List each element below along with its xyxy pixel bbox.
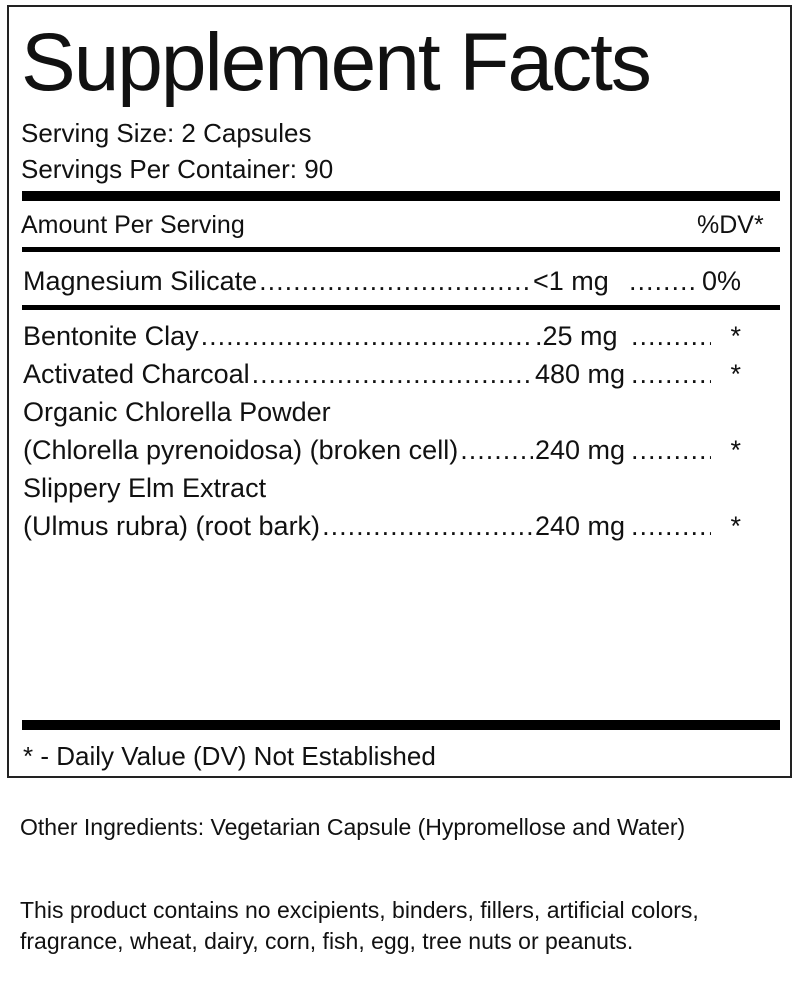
- servings-per-container: Servings Per Container: 90: [21, 154, 334, 184]
- medium-divider: [22, 305, 780, 310]
- dot-leader: [629, 264, 699, 298]
- dot-leader: [460, 433, 533, 467]
- thick-divider-bottom: [22, 720, 780, 730]
- ingredient-row-activated-charcoal: [23, 357, 741, 391]
- ingredient-name: Bentonite Clay: [23, 321, 199, 351]
- dot-leader: [631, 509, 711, 543]
- dot-leader: [631, 433, 711, 467]
- product-disclaimer: This product contains no excipients, binders, fillers, artificial colors, fragrance, wheat, dairy, corn, fish, egg, tree nuts or peanuts.: [20, 897, 699, 954]
- ingredient-name: (Chlorella pyrenoidosa) (broken cell): [23, 435, 459, 465]
- dv-footnote: * - Daily Value (DV) Not Established: [23, 741, 436, 771]
- dot-leader: [201, 319, 533, 353]
- ingredient-dv: 0%: [701, 266, 741, 296]
- ingredient-amount: <1 mg: [533, 266, 609, 296]
- ingredient-row-slippery-elm: [23, 509, 741, 543]
- ingredient-row-magnesium-silicate: [23, 264, 741, 298]
- ingredient-dv: *: [730, 435, 741, 465]
- ingredient-name: Magnesium Silicate: [23, 266, 258, 296]
- ingredient-amount: 480 mg: [535, 359, 626, 389]
- thick-divider-top: [22, 191, 780, 201]
- ingredient-amount: 240 mg: [535, 511, 626, 541]
- ingredient-amount: 240 mg: [535, 435, 626, 465]
- dot-leader: [631, 319, 711, 353]
- ingredient-name: (Ulmus rubra) (root bark): [23, 511, 321, 541]
- ingredient-name: Activated Charcoal: [23, 359, 250, 389]
- dot-leader: [259, 264, 531, 298]
- ingredient-name-line1: Organic Chlorella Powder: [23, 397, 331, 427]
- dot-leader: [322, 509, 533, 543]
- ingredient-row-chlorella: [23, 433, 741, 467]
- dv-header: %DV*: [697, 211, 764, 239]
- other-ingredients: Other Ingredients: Vegetarian Capsule (Hypromellose and Water): [20, 814, 686, 840]
- supplement-facts-panel: [7, 5, 792, 778]
- ingredient-name-line1: Slippery Elm Extract: [23, 473, 267, 503]
- dot-leader: [252, 357, 533, 391]
- amount-per-serving-header: Amount Per Serving: [21, 211, 245, 239]
- panel-title: Supplement Facts: [21, 17, 650, 108]
- ingredient-dv: *: [730, 359, 741, 389]
- ingredient-amount: .25 mg: [535, 321, 618, 351]
- serving-size: Serving Size: 2 Capsules: [21, 118, 312, 148]
- medium-divider: [22, 247, 780, 252]
- ingredient-row-bentonite-clay: [23, 319, 741, 353]
- ingredient-dv: *: [730, 511, 741, 541]
- dot-leader: [631, 357, 711, 391]
- ingredient-dv: *: [730, 321, 741, 351]
